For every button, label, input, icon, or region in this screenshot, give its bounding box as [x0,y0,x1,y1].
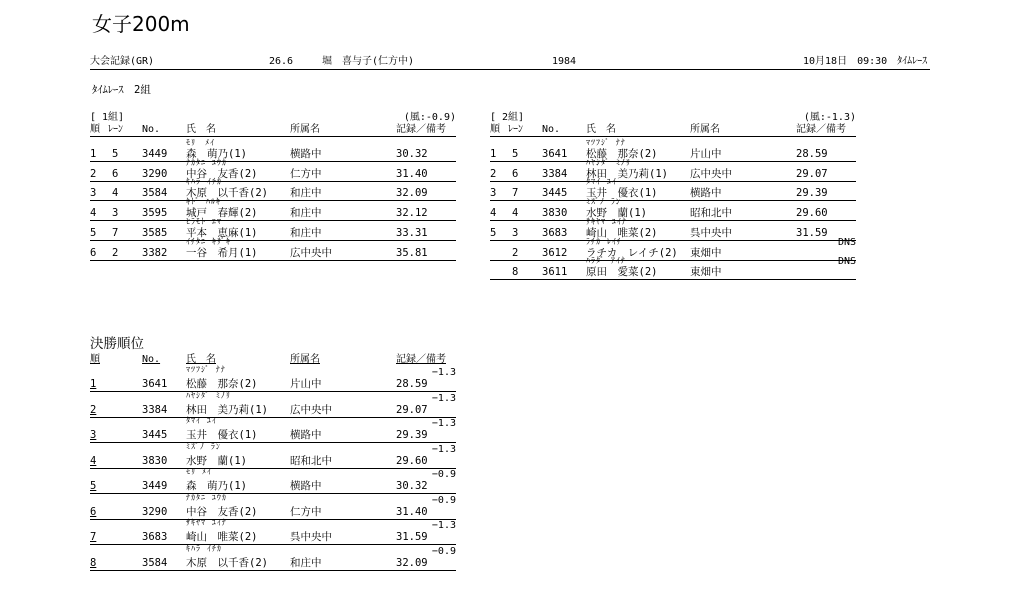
col-team-header: 所属名 [690,124,720,135]
team-cell: 昭和北中 [290,454,332,467]
athlete-name: 木原 以千香(2) [186,187,268,200]
team-cell: 広中央中 [690,167,732,180]
athlete-kana: ｷﾊﾗ ｲﾁｶ [186,543,222,553]
rank-cell: 5 [90,480,97,492]
bib-number-cell: 3290 [142,505,168,518]
wind-cell: −1.3 [431,418,456,429]
row-divider [490,161,856,162]
col-lane-header: ﾚｰﾝ [108,124,123,135]
rank-cell: 4 [90,454,97,467]
bib-number-cell: 3382 [142,246,168,259]
athlete-kana: ｻｷﾔﾏ ﾕｲﾅ [186,518,227,527]
lane-cell: 3 [512,226,519,239]
rank-cell: 1 [90,378,97,390]
event-date-info: 10月18日 09:30 ﾀｲﾑﾚｰｽ [803,56,928,67]
bib-number-cell: 3830 [142,454,168,467]
row-divider [490,200,856,201]
wind-cell: −1.3 [431,392,456,404]
col-rank-header: 順 [90,354,100,365]
team-cell: 昭和北中 [690,207,732,220]
wind-cell: −0.9 [431,545,456,557]
team-cell: 呉中央中 [690,226,732,239]
athlete-name: 城戸 春輝(2) [186,207,258,220]
col-no-header: No. [142,354,161,365]
record-time: 26.6 [269,56,294,67]
heat-wind: (風:-1.3) [803,112,856,123]
record-cell: 30.32 [396,148,428,160]
bib-number-cell: 3830 [542,207,568,220]
col-rank-header: 順 [90,124,100,135]
row-divider [90,260,456,261]
record-cell: 32.12 [396,207,428,220]
athlete-kana: ﾅｶﾀﾆ ﾕｳｶ [186,492,227,502]
lane-cell: 7 [512,187,519,200]
header-divider [90,136,456,137]
row-divider [90,181,456,182]
col-rank-header: 順 [490,124,500,135]
athlete-kana: ﾐｽﾞﾉ ﾗﾝ [186,441,221,451]
row-divider [90,240,456,241]
header-divider [490,136,856,137]
team-cell: 仁方中 [290,167,322,180]
col-team-header: 所属名 [290,124,320,135]
team-cell: 和庄中 [290,556,322,569]
bib-number-cell: 3445 [142,429,168,441]
athlete-name: 原田 愛菜(2) [586,266,658,279]
athlete-name: 一谷 希月(1) [186,246,258,259]
heat-label: [ 2組] [490,112,525,123]
col-record-header: 記録／備考 [396,354,446,365]
result-note: DNS [837,256,856,268]
record-line-divider [90,69,930,70]
row-divider [490,181,856,182]
athlete-name: 松藤 那奈(2) [586,148,658,160]
row-divider [490,240,856,241]
col-no-header: No. [542,124,561,135]
athlete-name: 崎山 唯菜(2) [586,226,658,239]
team-cell: 片山中 [690,148,722,160]
team-cell: 和庄中 [290,187,322,200]
athlete-kana: ﾓﾘ ﾒｲ [186,467,212,476]
athlete-kana: ｷﾄﾞ ﾊﾙｷ [186,197,221,207]
rank-cell: 5 [490,226,497,239]
team-cell: 横路中 [690,187,722,200]
col-record-header: 記録／備考 [796,124,846,135]
bib-number-cell: 3584 [142,556,168,569]
final-title: 決勝順位 [90,336,144,352]
record-cell: 33.31 [396,226,428,239]
rank-cell: 3 [90,187,97,200]
rank-cell: 8 [90,556,97,569]
athlete-name: 玉井 優衣(1) [186,429,258,441]
record-cell: 31.59 [796,226,828,239]
bib-number-cell: 3585 [142,226,168,239]
athlete-name: 崎山 唯菜(2) [186,531,258,543]
rank-cell: 1 [490,148,497,160]
wind-cell: −1.3 [431,520,456,531]
athlete-name: 松藤 那奈(2) [186,378,258,390]
bib-number-cell: 3683 [542,226,568,239]
athlete-name: 中谷 友香(2) [186,167,258,180]
lane-cell: 6 [112,167,119,180]
row-divider [490,279,856,280]
athlete-kana: ﾊﾔｼﾀﾞ ﾐﾉﾘ [586,157,631,167]
rank-cell: 4 [490,207,497,220]
bib-number-cell: 3584 [142,187,168,200]
col-team-header: 所属名 [290,354,320,365]
athlete-kana: ﾀﾏｲ ﾕｲ [586,177,617,187]
rank-cell: 6 [90,505,97,518]
rank-cell: 2 [490,167,497,180]
athlete-name: 森 萌乃(1) [186,148,247,160]
record-holder: 堀 喜与子(仁方中) [322,56,415,67]
bib-number-cell: 3290 [142,167,168,180]
record-cell: 32.09 [396,187,428,200]
lane-cell: 4 [512,207,519,220]
team-cell: 横路中 [290,480,322,492]
bib-number-cell: 3641 [142,378,168,390]
record-year: 1984 [552,56,577,67]
row-divider [490,220,856,221]
rank-cell: 3 [90,429,97,441]
record-cell: 29.60 [396,454,428,467]
row-divider [490,260,856,261]
heat-label: [ 1組] [90,112,125,123]
record-cell: 28.59 [796,148,828,160]
athlete-name: 林田 美乃莉(1) [186,403,268,416]
athlete-name: ラチカ レイチ(2) [586,246,678,259]
record-cell: 29.07 [796,167,828,180]
lane-cell: 4 [112,187,119,200]
row-divider [90,442,456,443]
wind-cell: −1.3 [431,443,456,455]
wind-cell: −0.9 [431,469,456,480]
athlete-kana: ﾏﾂﾌｼﾞ ﾅﾅ [186,365,226,374]
lane-cell: 8 [512,266,519,279]
lane-cell: 5 [512,148,519,160]
page-title: 女子200m [92,12,190,36]
bib-number-cell: 3445 [542,187,568,200]
team-cell: 横路中 [290,429,322,441]
record-cell: 35.81 [396,246,428,259]
rank-cell: 3 [490,187,497,200]
athlete-kana: ﾏﾂﾌｼﾞ ﾅﾅ [586,138,626,147]
athlete-name: 平本 恵麻(1) [186,226,258,239]
athlete-kana: ﾋﾗﾓﾄ ｴﾏ [186,216,222,226]
col-no-header: No. [142,124,161,135]
team-cell: 和庄中 [290,226,322,239]
team-cell: 和庄中 [290,207,322,220]
row-divider [90,220,456,221]
col-lane-header: ﾚｰﾝ [508,124,523,135]
lane-cell: 3 [112,207,119,220]
record-cell: 29.39 [796,187,828,200]
athlete-kana: ﾐｽﾞﾉ ﾗﾝ [586,197,621,207]
col-name-header: 氏 名 [186,124,216,135]
row-divider [90,544,456,545]
race-title: ﾀｲﾑﾚｰｽ 2組 [92,84,151,96]
bib-number-cell: 3449 [142,148,168,160]
bib-number-cell: 3641 [542,148,568,160]
record-cell: 29.60 [796,207,828,220]
bib-number-cell: 3384 [142,403,168,416]
record-cell: 31.59 [396,531,428,543]
record-cell: 29.39 [396,429,428,441]
athlete-kana: ﾊﾔｼﾀﾞ ﾐﾉﾘ [186,390,231,400]
rank-cell: 2 [90,167,97,180]
team-cell: 広中央中 [290,246,332,259]
record-cell: 31.40 [396,505,428,518]
rank-cell: 5 [90,226,97,239]
col-record-header: 記録／備考 [396,124,446,135]
row-divider [90,391,456,392]
record-cell: 28.59 [396,378,428,390]
row-divider [90,161,456,162]
athlete-kana: ﾅｶﾀﾆ ﾕｳｶ [186,157,227,167]
bib-number-cell: 3449 [142,480,168,492]
heat-wind: (風:-0.9) [403,112,456,123]
wind-cell: −1.3 [431,367,456,378]
row-divider [90,519,456,520]
row-divider [90,468,456,469]
record-label: 大会記録(GR) [90,56,155,67]
rank-cell: 2 [90,403,97,416]
row-divider [90,200,456,201]
athlete-kana: ﾓﾘ ﾒｲ [186,138,215,147]
athlete-name: 森 萌乃(1) [186,480,247,492]
team-cell: 仁方中 [290,505,322,518]
team-cell: 広中央中 [290,403,332,416]
athlete-kana: ﾊﾗﾀﾞ ｱｲﾅ [586,256,626,266]
athlete-kana: ﾀﾏｲ ﾕｲ [186,416,217,425]
bib-number-cell: 3611 [542,266,568,279]
rank-cell: 6 [90,246,97,259]
row-divider [90,493,456,494]
lane-cell: 7 [112,226,119,239]
team-cell: 横路中 [290,148,322,160]
record-cell: 31.40 [396,167,428,180]
rank-cell: 7 [90,531,97,543]
bib-number-cell: 3612 [542,246,568,259]
athlete-name: 水野 蘭(1) [586,207,647,220]
rank-cell: 1 [90,148,97,160]
lane-cell: 2 [112,246,119,259]
bib-number-cell: 3595 [142,207,168,220]
row-divider [90,570,456,571]
record-cell: 29.07 [396,403,428,416]
team-cell: 東畑中 [690,246,722,259]
athlete-name: 水野 蘭(1) [186,454,247,467]
row-divider [90,417,456,418]
team-cell: 片山中 [290,378,322,390]
col-name-header: 氏 名 [586,124,616,135]
athlete-kana: ｲﾁﾀﾆ ｷｻﾞｷ [186,236,231,246]
team-cell: 東畑中 [690,266,722,279]
athlete-name: 林田 美乃莉(1) [586,167,668,180]
athlete-kana: ｷﾊﾗ ｲﾁｶ [186,177,222,187]
col-name-header: 氏 名 [186,354,216,365]
record-cell: 30.32 [396,480,428,492]
lane-cell: 5 [112,148,119,160]
team-cell: 呉中央中 [290,531,332,543]
lane-cell: 2 [512,246,519,259]
wind-cell: −0.9 [431,494,456,506]
lane-cell: 6 [512,167,519,180]
athlete-name: 中谷 友香(2) [186,505,258,518]
result-note: DNS [837,236,856,248]
bib-number-cell: 3683 [142,531,168,543]
athlete-kana: ｻｷﾔﾏ ﾕｲﾅ [586,216,627,226]
rank-cell: 4 [90,207,97,220]
bib-number-cell: 3384 [542,167,568,180]
record-cell: 32.09 [396,556,428,569]
athlete-name: 木原 以千香(2) [186,556,268,569]
athlete-name: 玉井 優衣(1) [586,187,658,200]
athlete-kana: ﾗﾁｶ ﾚｲﾁ [586,236,622,246]
